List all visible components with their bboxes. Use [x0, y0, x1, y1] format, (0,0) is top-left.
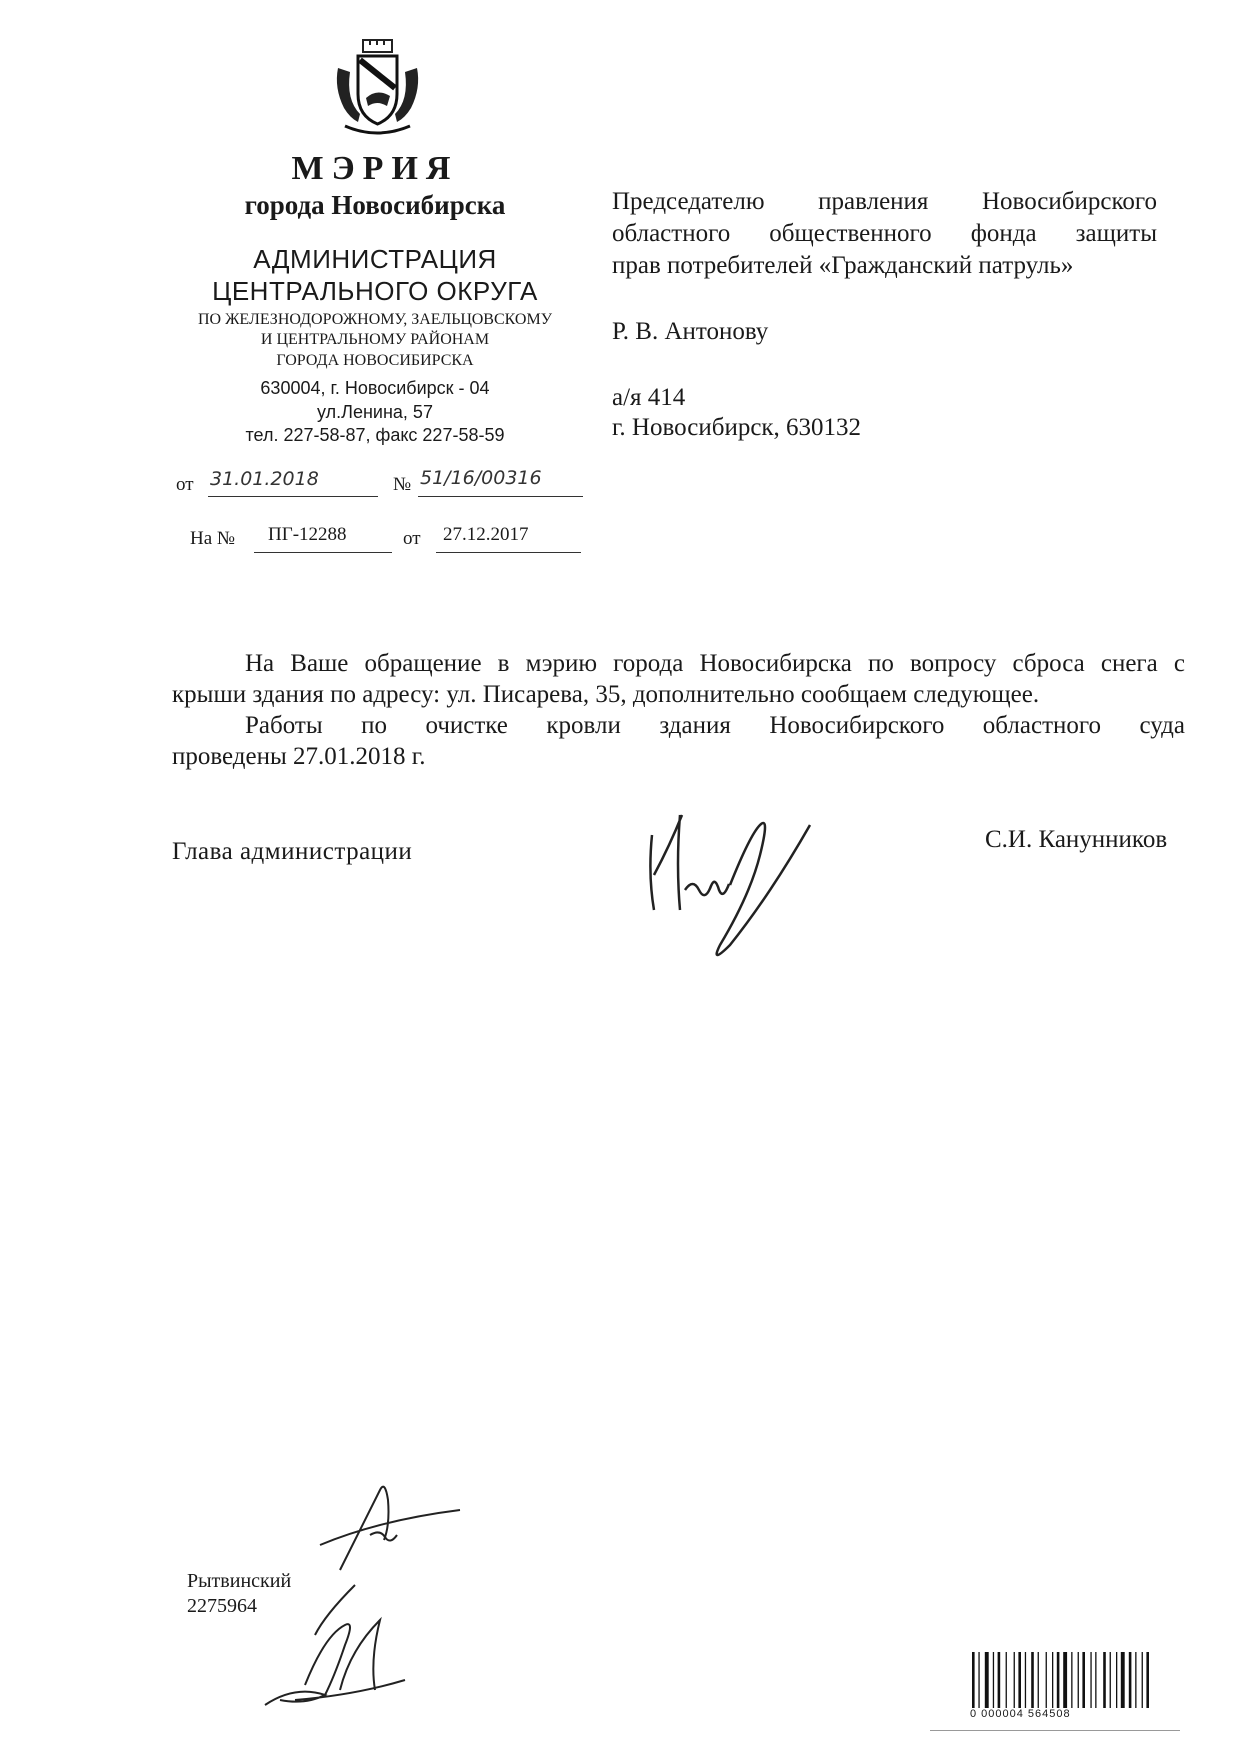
- recipient-line3: прав потребителей «Гражданский патруль»: [612, 252, 1074, 279]
- org-name: МЭРИЯ: [291, 150, 459, 187]
- barcode-bar: [1129, 1652, 1132, 1708]
- districts-line2: И ЦЕНТРАЛЬНОМУ РАЙОНАМ: [260, 331, 490, 348]
- barcode-bar: [1095, 1652, 1096, 1708]
- address-line2: ул.Ленина, 57: [317, 402, 433, 422]
- barcode-bar: [1082, 1652, 1085, 1708]
- ref-number: ПГ-12288: [268, 524, 347, 545]
- barcode-number: 0 000004 564508: [970, 1708, 1071, 1720]
- executor-phone: 2275964: [187, 1595, 257, 1617]
- number-value: 51/16/00316: [420, 467, 542, 489]
- visa-signature-icon: [255, 1575, 425, 1720]
- body-paragraph2-line2: проведены 27.01.2018 г.: [172, 743, 426, 770]
- signatory-name: С.И. Канунников: [985, 826, 1168, 853]
- barcode-bar: [1052, 1652, 1053, 1708]
- barcode-bar: [978, 1652, 979, 1708]
- barcode-bar: [1038, 1652, 1039, 1708]
- body-paragraph1-line2: крыши здания по адресу: ул. Писарева, 35, дополнительно сообщаем следующее.: [172, 681, 1040, 708]
- barcode-bar: [993, 1652, 994, 1708]
- body-paragraph1-line1: На Ваше обращение в мэрию города Новосибирска по вопросу сброса снега с: [245, 650, 1185, 677]
- ref-label: На №: [190, 528, 236, 549]
- barcode-bar: [1116, 1652, 1117, 1708]
- barcode-bar: [1103, 1652, 1106, 1708]
- barcode-bar: [1057, 1652, 1060, 1708]
- barcode-bar: [1031, 1652, 1034, 1708]
- barcode-bar: [998, 1652, 1001, 1708]
- barcode-bar: [1135, 1652, 1136, 1708]
- districts-line3: ГОРОДА НОВОСИБИРСКА: [276, 352, 474, 369]
- recipient-po-box: а/я 414: [612, 384, 686, 411]
- barcode-bar: [985, 1652, 989, 1708]
- barcode-bar: [1018, 1652, 1021, 1708]
- ref-date: 27.12.2017: [443, 524, 529, 545]
- barcode-bar: [1078, 1652, 1079, 1708]
- address-line1: 630004, г. Новосибирск - 04: [260, 378, 490, 398]
- recipient-line2: областного общественного фонда защиты: [612, 220, 1157, 247]
- visa-initials-icon: [300, 1475, 470, 1585]
- date-value: 31.01.2018: [210, 468, 319, 490]
- signatory-title: Глава администрации: [172, 838, 413, 865]
- recipient-name: Р. В. Антонову: [612, 318, 769, 345]
- barcode-bar: [1071, 1652, 1072, 1708]
- coat-of-arms-icon: [330, 38, 425, 138]
- recipient-city: г. Новосибирск, 630132: [612, 414, 862, 441]
- barcode-bar: [1121, 1652, 1125, 1708]
- number-label: №: [393, 474, 412, 495]
- admin-title-line1: АДМИНИСТРАЦИЯ: [253, 244, 497, 274]
- executor-name: Рытвинский: [187, 1570, 292, 1592]
- handwritten-signature-icon: [630, 795, 850, 965]
- barcode-icon: [970, 1652, 1180, 1712]
- barcode-rule: [930, 1730, 1180, 1731]
- recipient-line1: Председателю правления Новосибирского: [612, 188, 1157, 215]
- org-city: города Новосибирска: [244, 190, 506, 220]
- barcode-bar: [1006, 1652, 1007, 1708]
- admin-title-line2: ЦЕНТРАЛЬНОГО ОКРУГА: [212, 276, 538, 306]
- barcode-bar: [1063, 1652, 1067, 1708]
- body-paragraph2-line1: Работы по очистке кровли здания Новосибирского областного суда: [245, 712, 1185, 739]
- barcode-bar: [1046, 1652, 1047, 1708]
- barcode-bar: [1110, 1652, 1111, 1708]
- barcode-bar: [1090, 1652, 1091, 1708]
- barcode-bar: [972, 1652, 975, 1708]
- barcode-bar: [1142, 1652, 1143, 1708]
- date-label: от: [176, 474, 194, 495]
- barcode-bar: [1014, 1652, 1015, 1708]
- phone-fax: тел. 227-58-87, факс 227-58-59: [245, 425, 505, 445]
- districts-line1: ПО ЖЕЛЕЗНОДОРОЖНОМУ, ЗАЕЛЬЦОВСКОМУ: [197, 311, 553, 328]
- ref-date-label: от: [403, 528, 421, 549]
- barcode-bar: [1146, 1652, 1149, 1708]
- barcode-bar: [1025, 1652, 1026, 1708]
